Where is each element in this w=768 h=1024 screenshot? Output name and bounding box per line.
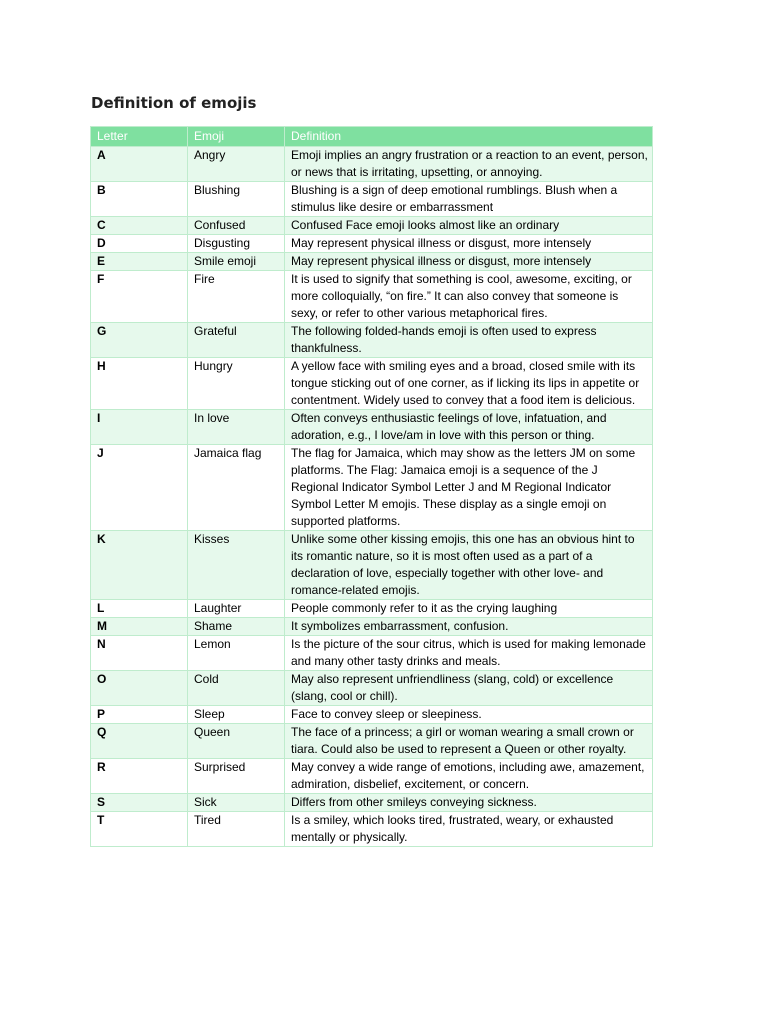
emoji-cell: Kisses: [188, 531, 285, 600]
emoji-cell: Shame: [188, 618, 285, 636]
letter-cell: M: [91, 618, 188, 636]
table-row: [91, 618, 653, 636]
definition-cell: Confused Face emoji looks almost like an ordinary: [285, 217, 653, 235]
definition-cell: It is used to signify that something is cool, awesome, exciting, or more colloquially, “on fire.” It can also convey that someone is sexy, or refer to other various metaphorical fires.: [285, 271, 653, 323]
header-definition: Definition: [285, 127, 653, 147]
definition-cell: Emoji implies an angry frustration or a reaction to an event, person, or news that is irritating, upsetting, or annoying.: [285, 147, 653, 182]
table-row: [91, 358, 653, 410]
letter-cell: I: [91, 410, 188, 445]
definition-cell: People commonly refer to it as the crying laughing: [285, 600, 653, 618]
letter-cell: L: [91, 600, 188, 618]
letter-cell: D: [91, 235, 188, 253]
letter-cell: C: [91, 217, 188, 235]
definition-cell: Is the picture of the sour citrus, which is used for making lemonade and many other tasty drinks and meals.: [285, 636, 653, 671]
emoji-cell: Sleep: [188, 706, 285, 724]
letter-cell: A: [91, 147, 188, 182]
definition-cell: May represent physical illness or disgust, more intensely: [285, 253, 653, 271]
definition-cell: Differs from other smileys conveying sickness.: [285, 794, 653, 812]
emoji-cell: Lemon: [188, 636, 285, 671]
table-row: [91, 794, 653, 812]
letter-cell: H: [91, 358, 188, 410]
letter-cell: S: [91, 794, 188, 812]
table-row: [91, 271, 653, 323]
emoji-cell: Cold: [188, 671, 285, 706]
definition-cell: A yellow face with smiling eyes and a broad, closed smile with its tongue sticking out of one corner, as if licking its lips in appetite or contentment. Widely used to convey that a food item is delicious.: [285, 358, 653, 410]
emoji-cell: Smile emoji: [188, 253, 285, 271]
emoji-cell: Sick: [188, 794, 285, 812]
table-row: [91, 671, 653, 706]
emoji-cell: Laughter: [188, 600, 285, 618]
table-row: [91, 812, 653, 847]
definition-cell: May also represent unfriendliness (slang, cold) or excellence (slang, cool or chill).: [285, 671, 653, 706]
table-header-row: [91, 127, 653, 147]
emoji-cell: Queen: [188, 724, 285, 759]
definition-cell: Face to convey sleep or sleepiness.: [285, 706, 653, 724]
letter-cell: E: [91, 253, 188, 271]
letter-cell: R: [91, 759, 188, 794]
definition-cell: The flag for Jamaica, which may show as the letters JM on some platforms. The Flag: Jamaica emoji is a sequence of the J Regional Indicator Symbol Letter J and M Regional Indicator Symbol Letter M emojis. These display as a single emoji on supported platforms.: [285, 445, 653, 531]
letter-cell: J: [91, 445, 188, 531]
table-row: [91, 759, 653, 794]
table-body: [91, 147, 653, 847]
table-row: [91, 410, 653, 445]
emoji-cell: Disgusting: [188, 235, 285, 253]
table-row: [91, 706, 653, 724]
letter-cell: G: [91, 323, 188, 358]
table-row: [91, 636, 653, 671]
letter-cell: Q: [91, 724, 188, 759]
letter-cell: F: [91, 271, 188, 323]
definition-cell: Unlike some other kissing emojis, this one has an obvious hint to its romantic nature, so it is most often used as a part of a declaration of love, especially together with other love- and romance-related emojis.: [285, 531, 653, 600]
table-row: [91, 182, 653, 217]
table-row: [91, 323, 653, 358]
emoji-cell: Confused: [188, 217, 285, 235]
letter-cell: O: [91, 671, 188, 706]
emoji-definition-table: [90, 126, 653, 847]
letter-cell: B: [91, 182, 188, 217]
emoji-cell: Surprised: [188, 759, 285, 794]
letter-cell: K: [91, 531, 188, 600]
emoji-cell: Hungry: [188, 358, 285, 410]
page-title: Definition of emojis: [91, 94, 257, 112]
emoji-cell: Jamaica flag: [188, 445, 285, 531]
emoji-cell: Tired: [188, 812, 285, 847]
table-row: [91, 235, 653, 253]
emoji-cell: In love: [188, 410, 285, 445]
table-row: [91, 445, 653, 531]
emoji-cell: Angry: [188, 147, 285, 182]
emoji-cell: Fire: [188, 271, 285, 323]
definition-cell: Often conveys enthusiastic feelings of love, infatuation, and adoration, e.g., I love/am in love with this person or thing.: [285, 410, 653, 445]
table-row: [91, 253, 653, 271]
letter-cell: T: [91, 812, 188, 847]
header-letter: Letter: [91, 127, 188, 147]
definition-cell: It symbolizes embarrassment, confusion.: [285, 618, 653, 636]
header-emoji: Emoji: [188, 127, 285, 147]
definition-cell: The following folded-hands emoji is often used to express thankfulness.: [285, 323, 653, 358]
table-row: [91, 724, 653, 759]
table-row: [91, 217, 653, 235]
letter-cell: P: [91, 706, 188, 724]
table-row: [91, 531, 653, 600]
letter-cell: N: [91, 636, 188, 671]
emoji-cell: Blushing: [188, 182, 285, 217]
definition-cell: The face of a princess; a girl or woman wearing a small crown or tiara. Could also be used to represent a Queen or other royalty.: [285, 724, 653, 759]
definition-cell: May convey a wide range of emotions, including awe, amazement, admiration, disbelief, excitement, or concern.: [285, 759, 653, 794]
definition-cell: Blushing is a sign of deep emotional rumblings. Blush when a stimulus like desire or embarrassment: [285, 182, 653, 217]
definition-cell: Is a smiley, which looks tired, frustrated, weary, or exhausted mentally or physically.: [285, 812, 653, 847]
emoji-cell: Grateful: [188, 323, 285, 358]
table-row: [91, 600, 653, 618]
table-row: [91, 147, 653, 182]
definition-cell: May represent physical illness or disgust, more intensely: [285, 235, 653, 253]
